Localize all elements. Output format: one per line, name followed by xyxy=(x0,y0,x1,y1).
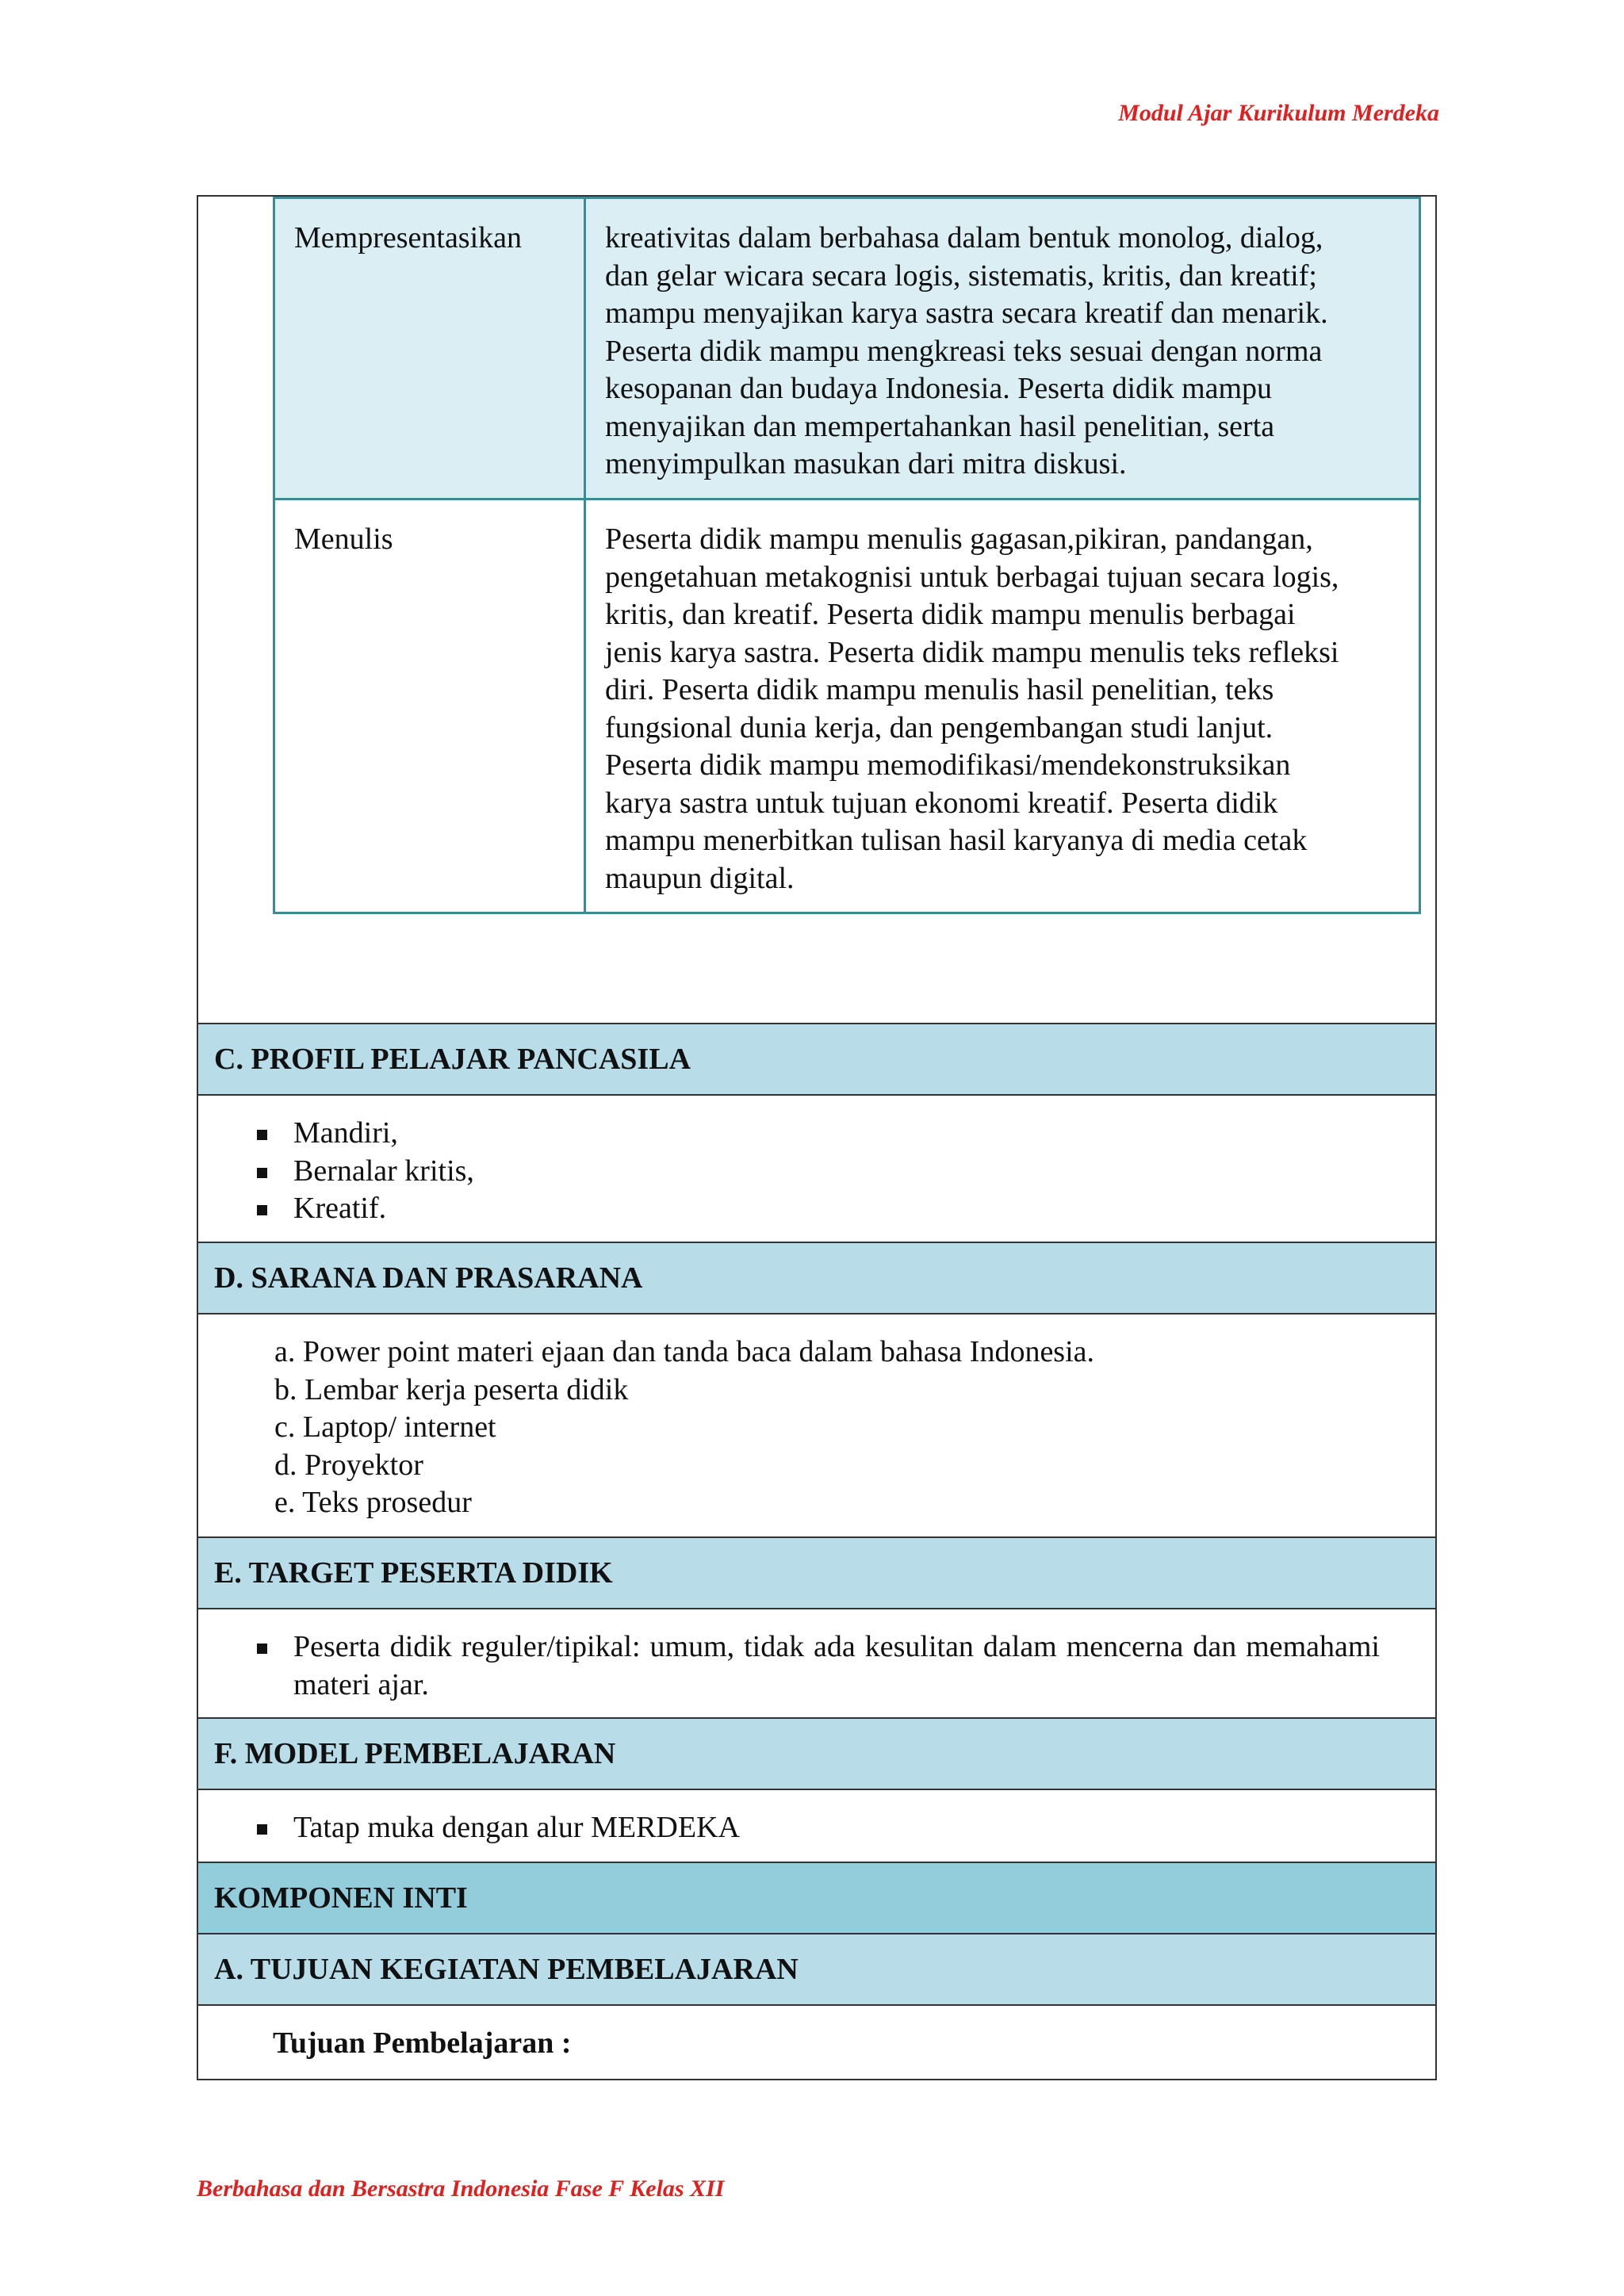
list-item: a. Power point materi ejaan dan tanda baca dalam bahasa Indonesia. xyxy=(274,1335,1095,1368)
section-body-profil xyxy=(198,1094,1435,1242)
list-item: e. Teks prosedur xyxy=(274,1486,472,1519)
section-body-sarana xyxy=(198,1313,1435,1536)
table-row xyxy=(274,198,1420,499)
section-body-model xyxy=(198,1789,1435,1862)
page-header-title: Modul Ajar Kurikulum Merdeka xyxy=(1118,100,1439,126)
section-body-target xyxy=(198,1608,1435,1717)
list-item: Kreatif. xyxy=(198,1190,1435,1228)
module-frame xyxy=(197,195,1437,2080)
section-header-profil: C. PROFIL PELAJAR PANCASILA xyxy=(198,1023,1435,1094)
page-footer-text: Berbahasa dan Bersastra Indonesia Fase F Kelas XII xyxy=(197,2175,725,2202)
elements-table xyxy=(273,197,1421,914)
list-item: c. Laptop/ internet xyxy=(274,1410,496,1444)
tujuan-subtitle: Tujuan Pembelajaran : xyxy=(198,2004,1435,2079)
element-description: Peserta didik mampu menulis gagasan,pikiran, pandangan, pengetahuan metakognisi untuk berbagai tujuan secara logis, kritis, dan kreatif. Peserta didik mampu menulis berbagai jenis karya sastra. Peserta didik mampu menulis teks refleksi diri. Peserta didik mampu menulis hasil penelitian, teks fungsional dunia kerja, dan pengembangan studi lanjut. Peserta didik mampu memodifikasi/mendekonstruksikan karya sastra untuk tujuan ekonomi kreatif. Peserta didik mampu menerbitkan tulisan hasil karyanya di media cetak maupun digital. xyxy=(585,499,1420,913)
element-description: kreativitas dalam berbahasa dalam bentuk monolog, dialog, dan gelar wicara secara logis, sistematis, kritis, dan kreatif; mampu menyajikan karya sastra secara kreatif dan menarik. Peserta didik mampu mengkreasi teks sesuai dengan norma kesopanan dan budaya Indonesia. Peserta didik mampu menyajikan dan mempertahankan hasil penelitian, serta menyimpulkan masukan dari mitra diskusi. xyxy=(585,198,1420,499)
element-label: Mempresentasikan xyxy=(274,198,585,499)
section-header-target: E. TARGET PESERTA DIDIK xyxy=(198,1536,1435,1608)
section-header-tujuan: A. TUJUAN KEGIATAN PEMBELAJARAN xyxy=(198,1933,1435,2004)
section-header-komponen-inti: KOMPONEN INTI xyxy=(198,1862,1435,1933)
list-item: d. Proyektor xyxy=(274,1448,423,1482)
section-header-model: F. MODEL PEMBELAJARAN xyxy=(198,1717,1435,1789)
list-item: Bernalar kritis, xyxy=(198,1153,1435,1191)
list-item: Peserta didik reguler/tipikal: umum, tidak ada kesulitan dalam mencerna dan memahami materi ajar. xyxy=(198,1628,1435,1704)
section-header-sarana: D. SARANA DAN PRASARANA xyxy=(198,1242,1435,1313)
list-item: Tatap muka dengan alur MERDEKA xyxy=(198,1809,1435,1847)
element-label: Menulis xyxy=(274,499,585,913)
table-row xyxy=(274,499,1420,913)
list-item: Mandiri, xyxy=(198,1115,1435,1153)
list-item: b. Lembar kerja peserta didik xyxy=(274,1372,629,1406)
